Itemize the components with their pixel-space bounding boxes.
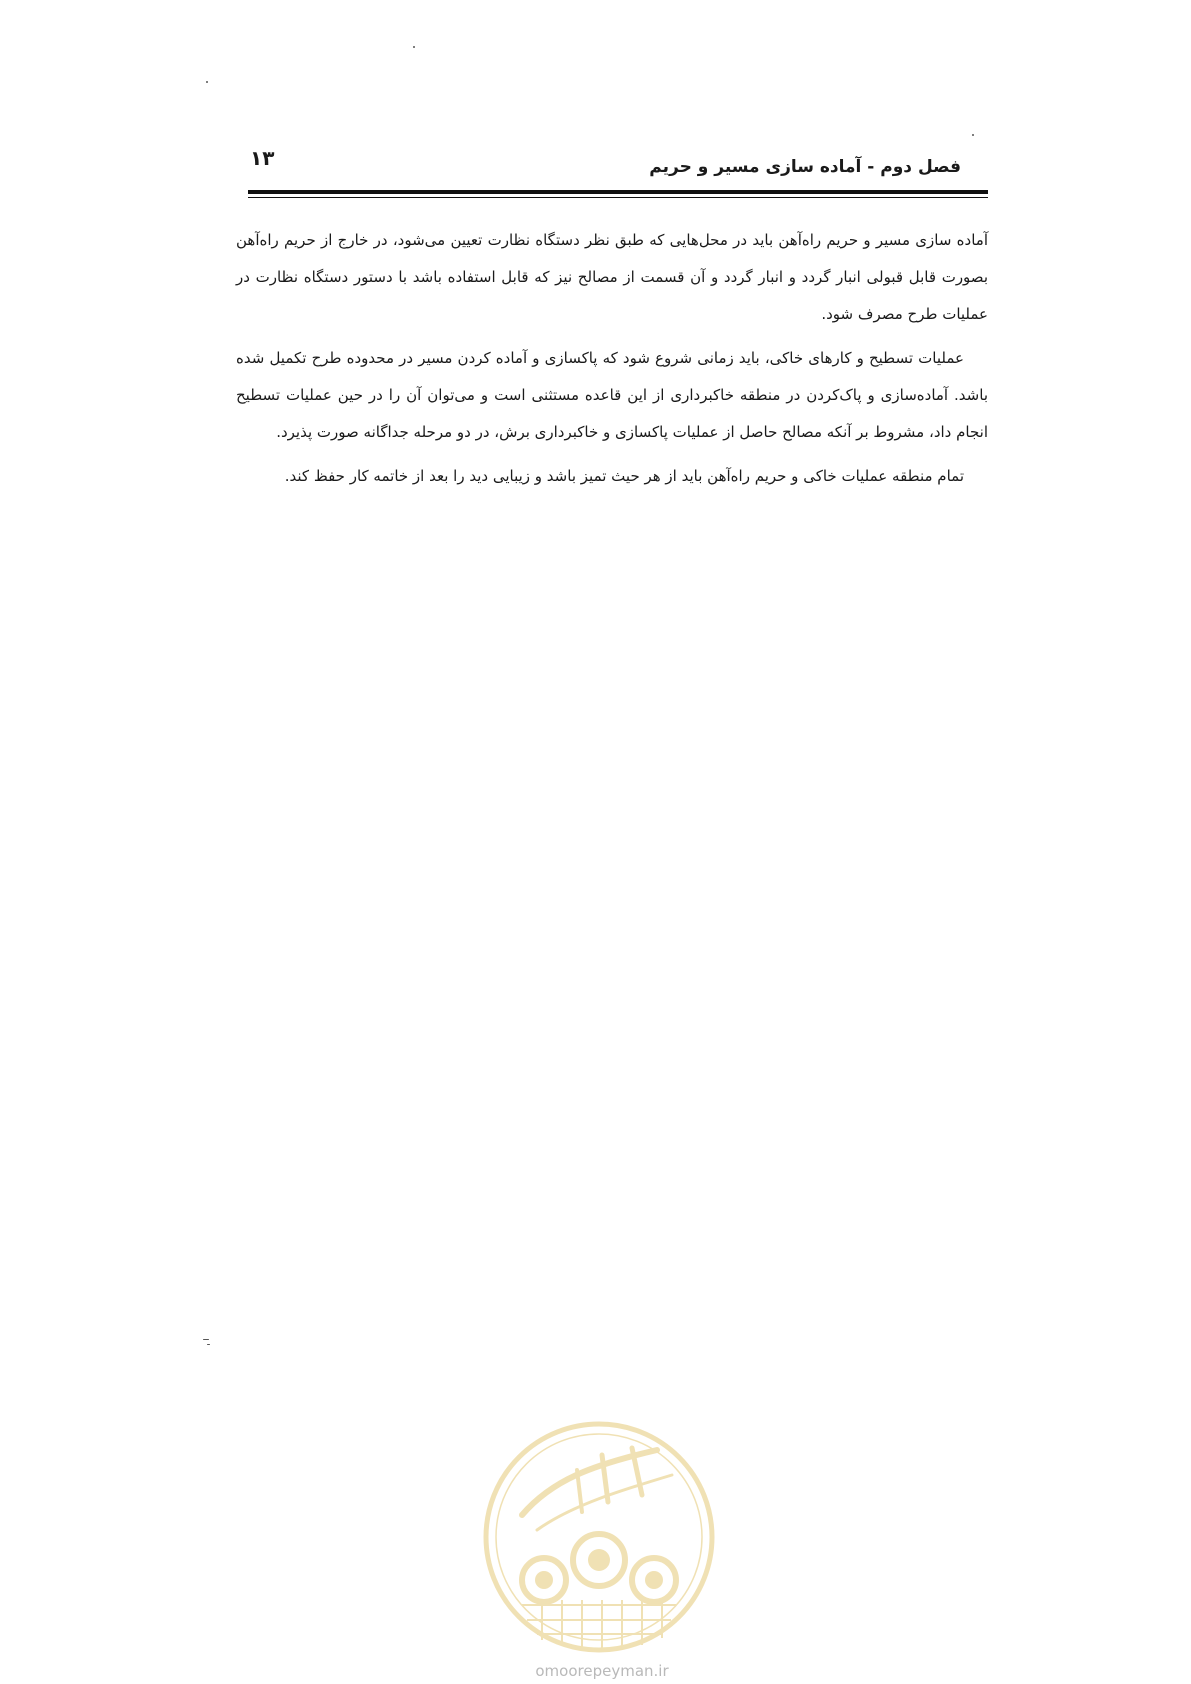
paragraph: عملیات تسطیح و کارهای خاکی، باید زمانی شروع شود که پاکسازی و آماده کردن مسیر در محدوده طرح تکمیل شده باشد. آماده‌سازی و پاک‌کردن در منطقه خاکبرداری از این قاعده مستثنی است و می‌توان آن را در حین عملیات تسطیح انجام داد، مشروط بر آنکه مصالح حاصل از عملیات پاکسازی و خاکبرداری برش، در دو مرحله جداگانه صورت پذیرد.: [236, 349, 988, 441]
scan-speck: [207, 1344, 210, 1345]
header-rule-thin: [248, 197, 988, 198]
paragraph: تمام منطقه عملیات خاکی و حریم راه‌آهن باید از هر حیث تمیز باشد و زیبایی دید را بعد از خاتمه کار حفظ کند.: [284, 467, 964, 485]
scan-speck: [203, 1339, 209, 1340]
scan-speck: [972, 134, 974, 136]
scan-speck: [413, 46, 415, 48]
watermark-url: omoorepeyman.ir: [535, 1662, 669, 1680]
body-text: [236, 222, 988, 502]
chapter-title: فصل دوم - آماده سازی مسیر و حریم: [649, 157, 961, 177]
header-rule-thick: [248, 190, 988, 194]
scan-speck: [206, 81, 208, 83]
paragraph: آماده سازی مسیر و حریم راه‌آهن باید در محل‌هایی که طبق نظر دستگاه نظارت تعیین می‌شود، در خارج از حریم راه‌آهن بصورت قابل قبولی انبار گردد و انبار گردد و آن قسمت از مصالح نیز که قابل استفاده باشد با دستور دستگاه نظارت در عملیات طرح مصرف شود.: [236, 231, 988, 323]
watermark-logo: [482, 1420, 716, 1654]
page-number: ۱۳: [250, 146, 275, 170]
